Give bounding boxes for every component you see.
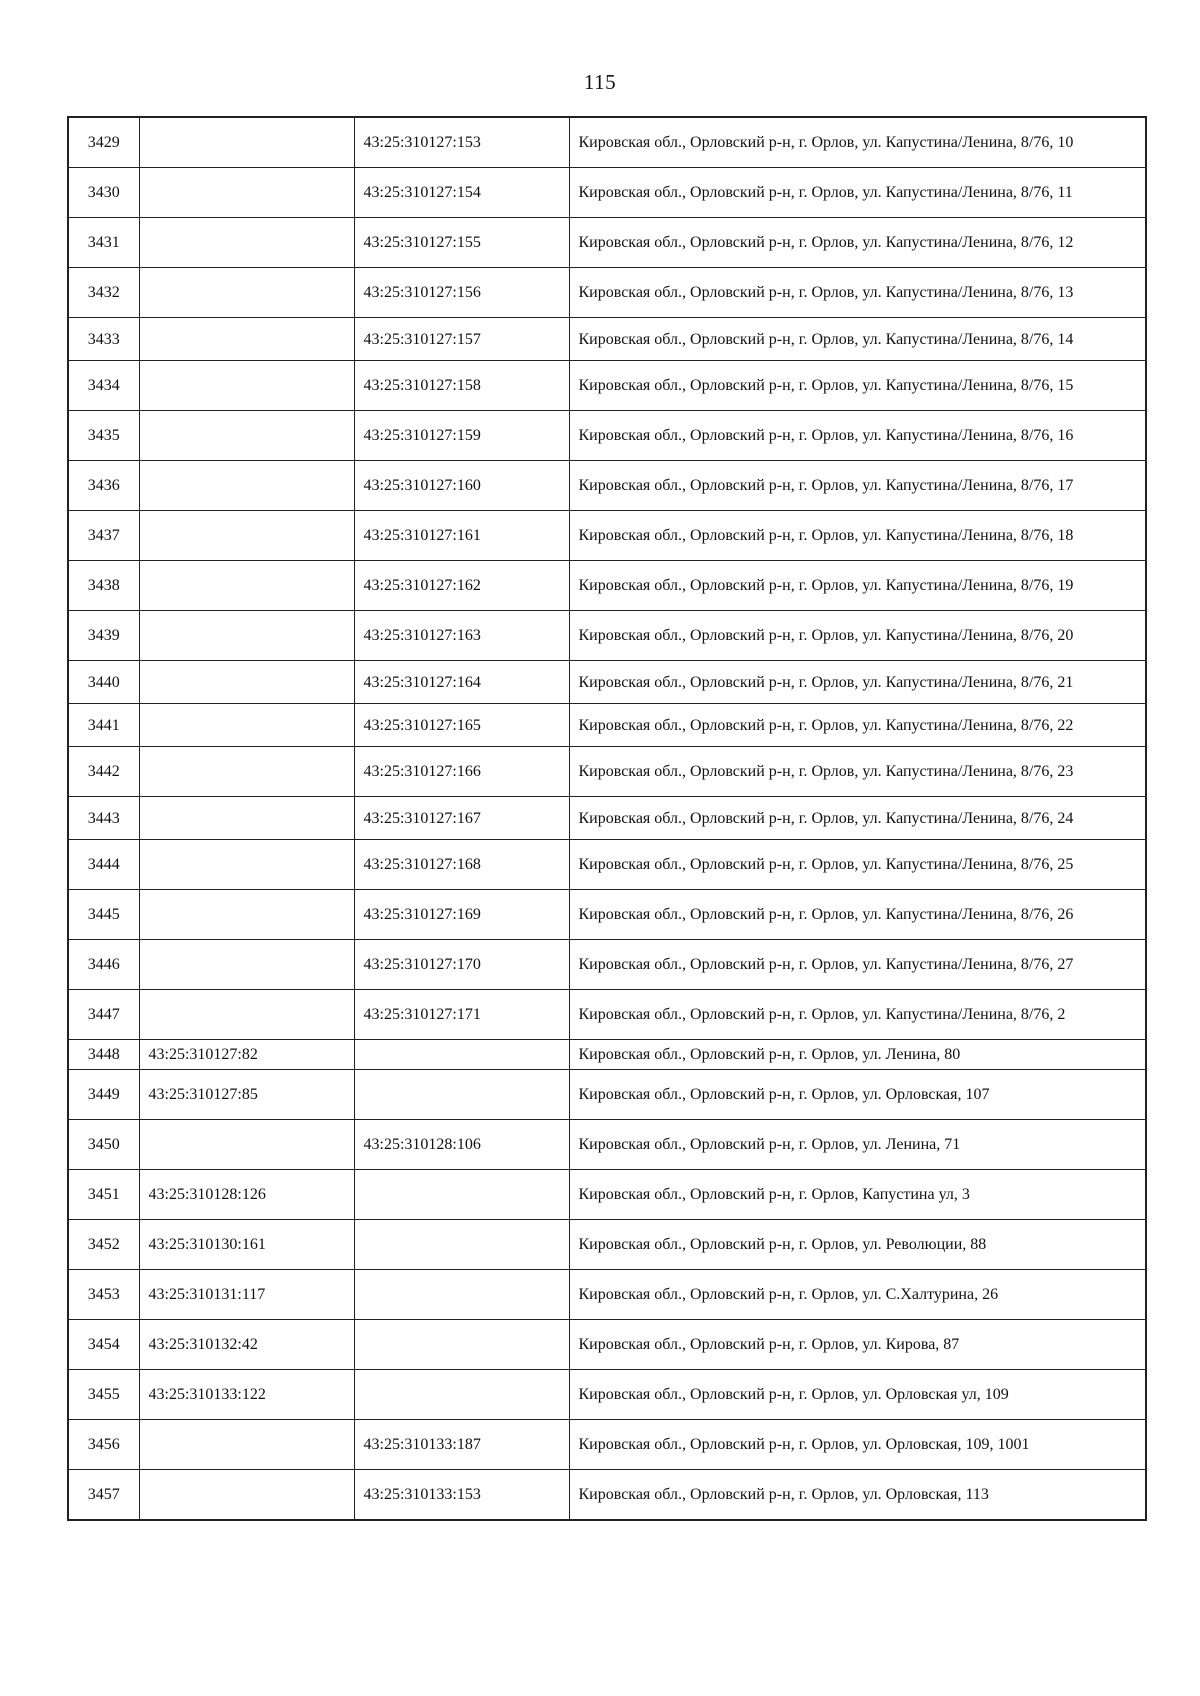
cadastral-number-secondary-cell: 43:25:310127:156 <box>354 268 569 318</box>
address-cell: Кировская обл., Орловский р-н, г. Орлов, ул. Орловская, 109, 1001 <box>569 1420 1146 1470</box>
address-cell: Кировская обл., Орловский р-н, г. Орлов, ул. Капустина/Ленина, 8/76, 10 <box>569 117 1146 168</box>
table-row <box>68 411 1146 461</box>
cadastral-number-cell <box>139 511 354 561</box>
table-row <box>68 747 1146 797</box>
row-number-cell: 3432 <box>68 268 139 318</box>
cadastral-number-cell <box>139 117 354 168</box>
cadastral-number-cell <box>139 218 354 268</box>
cadastral-number-cell: 43:25:310132:42 <box>139 1320 354 1370</box>
row-number-cell: 3438 <box>68 561 139 611</box>
row-number-cell: 3430 <box>68 168 139 218</box>
row-number-cell: 3441 <box>68 704 139 747</box>
table-row <box>68 940 1146 990</box>
cadastral-number-cell <box>139 318 354 361</box>
row-number-cell: 3439 <box>68 611 139 661</box>
row-number-cell: 3445 <box>68 890 139 940</box>
table-row <box>68 890 1146 940</box>
cadastral-number-secondary-cell: 43:25:310127:165 <box>354 704 569 747</box>
cadastral-number-cell <box>139 561 354 611</box>
row-number-cell: 3435 <box>68 411 139 461</box>
cadastral-number-cell <box>139 1120 354 1170</box>
address-cell: Кировская обл., Орловский р-н, г. Орлов, ул. Революции, 88 <box>569 1220 1146 1270</box>
cadastral-number-secondary-cell <box>354 1040 569 1070</box>
cadastral-number-cell: 43:25:310131:117 <box>139 1270 354 1320</box>
cadastral-number-secondary-cell: 43:25:310127:170 <box>354 940 569 990</box>
table-row <box>68 704 1146 747</box>
table-row <box>68 461 1146 511</box>
table-row <box>68 840 1146 890</box>
table-row <box>68 1270 1146 1320</box>
address-cell: Кировская обл., Орловский р-н, г. Орлов, ул. Ленина, 80 <box>569 1040 1146 1070</box>
cadastral-number-secondary-cell: 43:25:310127:154 <box>354 168 569 218</box>
address-cell: Кировская обл., Орловский р-н, г. Орлов, ул. Капустина/Ленина, 8/76, 11 <box>569 168 1146 218</box>
address-cell: Кировская обл., Орловский р-н, г. Орлов, ул. Капустина/Ленина, 8/76, 21 <box>569 661 1146 704</box>
table-row <box>68 1470 1146 1521</box>
table-row <box>68 361 1146 411</box>
address-cell: Кировская обл., Орловский р-н, г. Орлов, ул. Капустина/Ленина, 8/76, 14 <box>569 318 1146 361</box>
row-number-cell: 3444 <box>68 840 139 890</box>
cadastral-number-secondary-cell: 43:25:310127:160 <box>354 461 569 511</box>
address-cell: Кировская обл., Орловский р-н, г. Орлов, ул. Орловская ул, 109 <box>569 1370 1146 1420</box>
cadastral-number-secondary-cell: 43:25:310127:161 <box>354 511 569 561</box>
cadastral-number-secondary-cell <box>354 1320 569 1370</box>
row-number-cell: 3446 <box>68 940 139 990</box>
cadastral-number-cell <box>139 840 354 890</box>
table-row <box>68 1040 1146 1070</box>
table-row <box>68 268 1146 318</box>
table-row <box>68 1170 1146 1220</box>
cadastral-number-cell <box>139 704 354 747</box>
page-number: 115 <box>583 70 617 94</box>
row-number-cell: 3451 <box>68 1170 139 1220</box>
cadastral-number-secondary-cell: 43:25:310128:106 <box>354 1120 569 1170</box>
cadastral-number-secondary-cell: 43:25:310127:159 <box>354 411 569 461</box>
cadastral-number-cell <box>139 747 354 797</box>
table-row <box>68 990 1146 1040</box>
row-number-cell: 3453 <box>68 1270 139 1320</box>
registry-table <box>67 116 1147 1521</box>
cadastral-number-cell: 43:25:310128:126 <box>139 1170 354 1220</box>
table-row <box>68 1070 1146 1120</box>
table-row <box>68 797 1146 840</box>
row-number-cell: 3443 <box>68 797 139 840</box>
table-row <box>68 218 1146 268</box>
address-cell: Кировская обл., Орловский р-н, г. Орлов, ул. Капустина/Ленина, 8/76, 19 <box>569 561 1146 611</box>
cadastral-number-secondary-cell <box>354 1220 569 1270</box>
table-row <box>68 561 1146 611</box>
table-row <box>68 611 1146 661</box>
address-cell: Кировская обл., Орловский р-н, г. Орлов, ул. С.Халтурина, 26 <box>569 1270 1146 1320</box>
address-cell: Кировская обл., Орловский р-н, г. Орлов, ул. Капустина/Ленина, 8/76, 20 <box>569 611 1146 661</box>
address-cell: Кировская обл., Орловский р-н, г. Орлов, ул. Капустина/Ленина, 8/76, 24 <box>569 797 1146 840</box>
row-number-cell: 3450 <box>68 1120 139 1170</box>
table-row <box>68 1220 1146 1270</box>
cadastral-number-secondary-cell: 43:25:310127:163 <box>354 611 569 661</box>
cadastral-number-cell <box>139 461 354 511</box>
cadastral-number-cell <box>139 168 354 218</box>
cadastral-number-cell: 43:25:310127:85 <box>139 1070 354 1120</box>
address-cell: Кировская обл., Орловский р-н, г. Орлов, ул. Капустина/Ленина, 8/76, 18 <box>569 511 1146 561</box>
row-number-cell: 3434 <box>68 361 139 411</box>
row-number-cell: 3448 <box>68 1040 139 1070</box>
address-cell: Кировская обл., Орловский р-н, г. Орлов, ул. Кирова, 87 <box>569 1320 1146 1370</box>
address-cell: Кировская обл., Орловский р-н, г. Орлов, ул. Орловская, 113 <box>569 1470 1146 1521</box>
table-row <box>68 661 1146 704</box>
row-number-cell: 3447 <box>68 990 139 1040</box>
cadastral-number-cell <box>139 940 354 990</box>
cadastral-number-cell: 43:25:310130:161 <box>139 1220 354 1270</box>
cadastral-number-cell <box>139 361 354 411</box>
cadastral-number-secondary-cell: 43:25:310127:162 <box>354 561 569 611</box>
cadastral-number-secondary-cell: 43:25:310127:153 <box>354 117 569 168</box>
address-cell: Кировская обл., Орловский р-н, г. Орлов, ул. Капустина/Ленина, 8/76, 16 <box>569 411 1146 461</box>
cadastral-number-cell <box>139 661 354 704</box>
table-row <box>68 1420 1146 1470</box>
row-number-cell: 3455 <box>68 1370 139 1420</box>
table-row <box>68 117 1146 168</box>
cadastral-number-cell <box>139 611 354 661</box>
cadastral-number-cell <box>139 268 354 318</box>
address-cell: Кировская обл., Орловский р-н, г. Орлов, ул. Капустина/Ленина, 8/76, 26 <box>569 890 1146 940</box>
row-number-cell: 3452 <box>68 1220 139 1270</box>
row-number-cell: 3437 <box>68 511 139 561</box>
cadastral-number-secondary-cell <box>354 1270 569 1320</box>
address-cell: Кировская обл., Орловский р-н, г. Орлов, ул. Капустина/Ленина, 8/76, 15 <box>569 361 1146 411</box>
table-row <box>68 168 1146 218</box>
cadastral-number-cell: 43:25:310133:122 <box>139 1370 354 1420</box>
table-row <box>68 1370 1146 1420</box>
cadastral-number-secondary-cell: 43:25:310127:166 <box>354 747 569 797</box>
cadastral-number-secondary-cell <box>354 1370 569 1420</box>
cadastral-number-cell <box>139 890 354 940</box>
table-row <box>68 1320 1146 1370</box>
address-cell: Кировская обл., Орловский р-н, г. Орлов, ул. Капустина/Ленина, 8/76, 17 <box>569 461 1146 511</box>
table-row <box>68 511 1146 561</box>
row-number-cell: 3431 <box>68 218 139 268</box>
table-row <box>68 1120 1146 1170</box>
cadastral-number-secondary-cell: 43:25:310127:157 <box>354 318 569 361</box>
cadastral-number-secondary-cell: 43:25:310127:169 <box>354 890 569 940</box>
address-cell: Кировская обл., Орловский р-н, г. Орлов, ул. Ленина, 71 <box>569 1120 1146 1170</box>
address-cell: Кировская обл., Орловский р-н, г. Орлов, ул. Капустина/Ленина, 8/76, 23 <box>569 747 1146 797</box>
cadastral-number-cell <box>139 990 354 1040</box>
address-cell: Кировская обл., Орловский р-н, г. Орлов, ул. Капустина/Ленина, 8/76, 27 <box>569 940 1146 990</box>
cadastral-number-secondary-cell: 43:25:310133:153 <box>354 1470 569 1521</box>
table-row <box>68 318 1146 361</box>
registry-table-body <box>68 117 1146 1520</box>
row-number-cell: 3440 <box>68 661 139 704</box>
row-number-cell: 3449 <box>68 1070 139 1120</box>
address-cell: Кировская обл., Орловский р-н, г. Орлов, ул. Капустина/Ленина, 8/76, 22 <box>569 704 1146 747</box>
row-number-cell: 3454 <box>68 1320 139 1370</box>
cadastral-number-secondary-cell: 43:25:310127:168 <box>354 840 569 890</box>
row-number-cell: 3436 <box>68 461 139 511</box>
cadastral-number-cell <box>139 411 354 461</box>
cadastral-number-secondary-cell: 43:25:310127:164 <box>354 661 569 704</box>
row-number-cell: 3456 <box>68 1420 139 1470</box>
cadastral-number-secondary-cell: 43:25:310127:167 <box>354 797 569 840</box>
cadastral-number-secondary-cell: 43:25:310127:155 <box>354 218 569 268</box>
cadastral-number-cell <box>139 797 354 840</box>
address-cell: Кировская обл., Орловский р-н, г. Орлов, ул. Орловская, 107 <box>569 1070 1146 1120</box>
row-number-cell: 3433 <box>68 318 139 361</box>
cadastral-number-secondary-cell: 43:25:310127:158 <box>354 361 569 411</box>
address-cell: Кировская обл., Орловский р-н, г. Орлов, ул. Капустина/Ленина, 8/76, 25 <box>569 840 1146 890</box>
address-cell: Кировская обл., Орловский р-н, г. Орлов, ул. Капустина/Ленина, 8/76, 2 <box>569 990 1146 1040</box>
cadastral-number-cell <box>139 1420 354 1470</box>
row-number-cell: 3457 <box>68 1470 139 1521</box>
address-cell: Кировская обл., Орловский р-н, г. Орлов, ул. Капустина/Ленина, 8/76, 12 <box>569 218 1146 268</box>
cadastral-number-secondary-cell: 43:25:310133:187 <box>354 1420 569 1470</box>
cadastral-number-secondary-cell <box>354 1070 569 1120</box>
row-number-cell: 3442 <box>68 747 139 797</box>
row-number-cell: 3429 <box>68 117 139 168</box>
cadastral-number-cell <box>139 1470 354 1521</box>
cadastral-number-secondary-cell: 43:25:310127:171 <box>354 990 569 1040</box>
cadastral-number-cell: 43:25:310127:82 <box>139 1040 354 1070</box>
address-cell: Кировская обл., Орловский р-н, г. Орлов, ул. Капустина/Ленина, 8/76, 13 <box>569 268 1146 318</box>
address-cell: Кировская обл., Орловский р-н, г. Орлов, Капустина ул, 3 <box>569 1170 1146 1220</box>
cadastral-number-secondary-cell <box>354 1170 569 1220</box>
